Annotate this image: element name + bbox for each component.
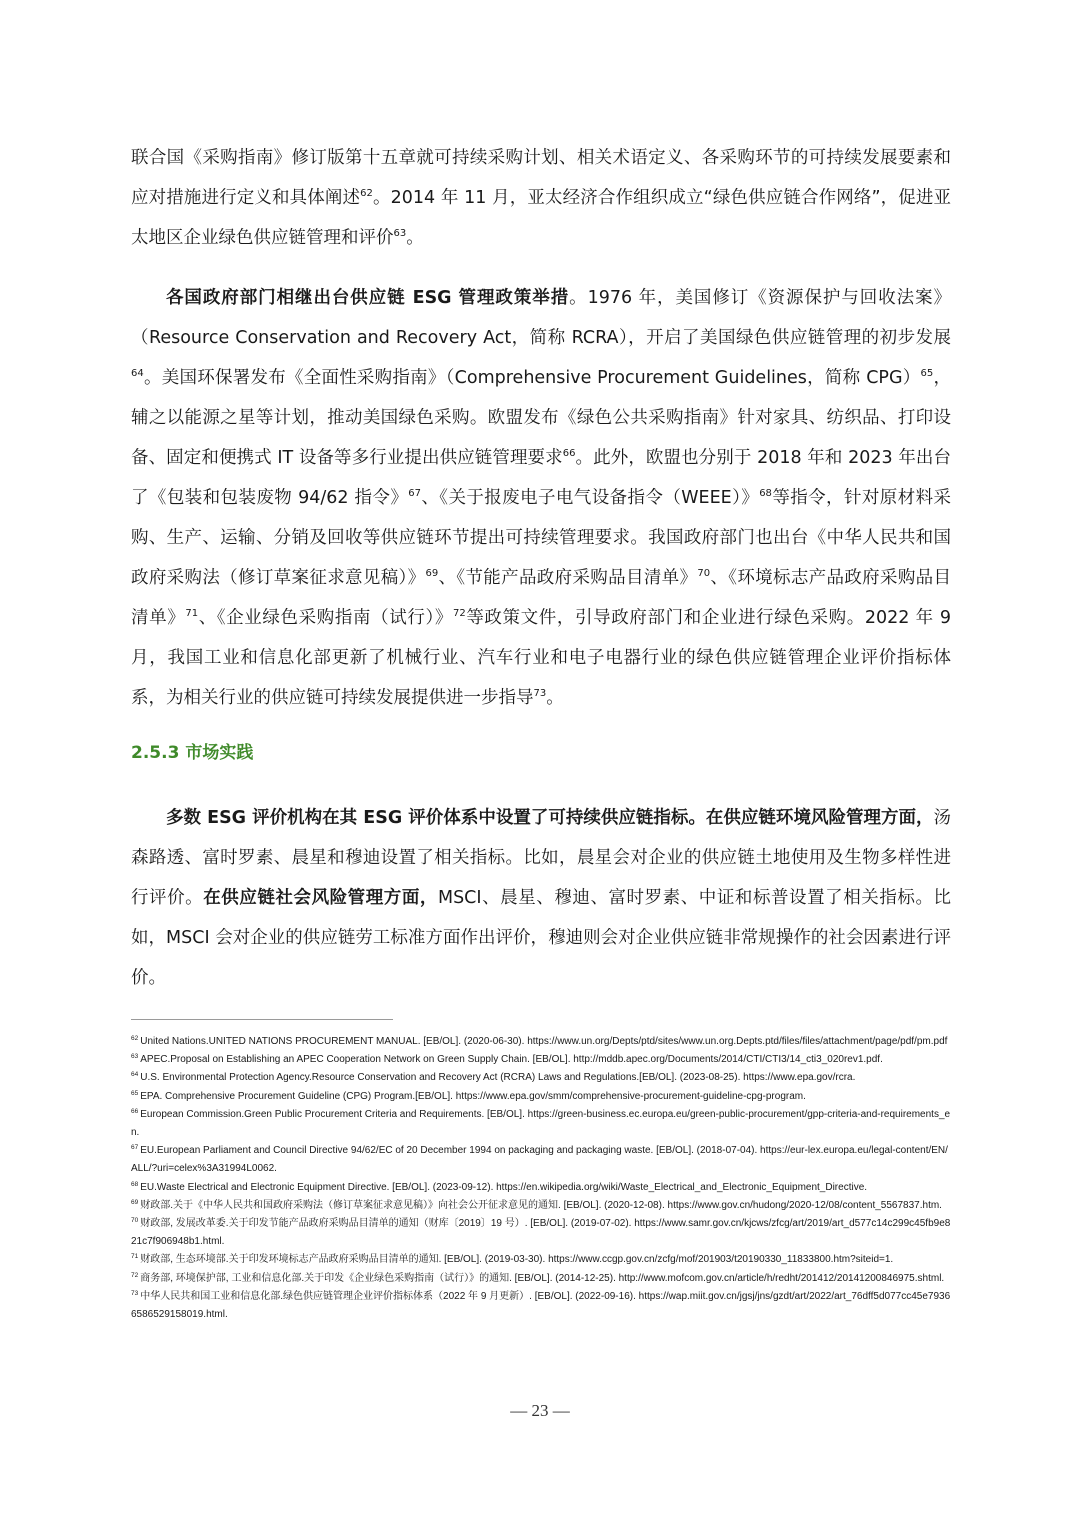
text-run: 。 — [546, 688, 564, 708]
footnote-number: 68 — [131, 1180, 139, 1188]
footnote-text: EPA. Comprehensive Procurement Guideline (CPG) Program.[EB/OL]. https://www.epa.gov/smm/comprehensive-procurement-guideline-cpg-program. — [140, 1090, 806, 1102]
footnote-text: 财政部.关于《中华人民共和国政府采购法（修订草案征求意见稿）》向社会公开征求意见的通知. [EB/OL]. (2020-12-08). https://www.gov.cn/hudong/2020-12/08/content_5567837.htm. — [140, 1199, 942, 1211]
footnote-text: 财政部, 生态环境部.关于印发环境标志产品政府采购品目清单的通知. [EB/OL]. (2019-03-30). https://www.ccgp.gov.cn/zcfg/mof/201903/t20190330_11833800.htm?siteid=1. — [140, 1254, 894, 1266]
footnote-ref: 73 — [533, 688, 547, 699]
paragraph-market — [131, 798, 951, 998]
footnote-ref: 70 — [697, 568, 711, 579]
text-run: 联合国《采购指南》修订版第十五章就可持续采购计划、相关术语定义、各采购环节的可持续发展要素和应对措施进行定义和具体阐述 — [131, 148, 951, 208]
footnote-item — [131, 1179, 951, 1197]
footnote-ref: 62 — [360, 188, 373, 199]
footnote-number: 73 — [131, 1289, 139, 1297]
footnote-item — [131, 1051, 951, 1069]
footnote-number: 66 — [131, 1107, 139, 1115]
footnote-item — [131, 1088, 951, 1106]
footnote-ref: 63 — [393, 228, 407, 239]
text-run: 、《环境标志产品政府采购品目清单》 — [131, 568, 952, 628]
footnote-ref: 65 — [920, 368, 934, 379]
footnote-item — [131, 1142, 951, 1178]
text-run: 等政策文件，引导政府部门和企业进行绿色采购。2022 年 9 月，我国工业和信息化部更新了机械行业、汽车行业和电子电器行业的绿色供应链管理企业评价指标体系，为相关行业的供应链可持续发展提供进一步指导 — [131, 608, 952, 708]
footnote-ref: 68 — [759, 488, 772, 499]
footnote-number: 62 — [131, 1035, 139, 1042]
footnote-ref: 67 — [408, 488, 421, 499]
footnote-ref: 71 — [185, 608, 199, 619]
footnote-number: 64 — [131, 1071, 139, 1079]
text-run: 。 — [406, 228, 424, 248]
footnote-number: 70 — [131, 1217, 139, 1225]
text-run: 。此外，欧盟也分别于 2018 年和 2023 年出台了《包装和包装废物 94/62 指令》 — [131, 448, 951, 508]
text-run: 等指令，针对原材料采购、生产、运输、分销及回收等供应链环节提出可持续管理要求。我国政府部门也出台《中华人民共和国政府采购法（修订草案征求意见稿）》 — [131, 488, 951, 588]
paragraph-3 — [131, 798, 951, 998]
footnote-divider — [131, 1019, 393, 1020]
paragraph-2 — [131, 278, 951, 718]
footnote-number: 72 — [131, 1271, 139, 1279]
text-run: 。1976 年，美国修订《资源保护与回收法案》（Resource Conservation and Recovery Act，简称 RCRA），开启了美国绿色供应链管理的初步发展 — [131, 288, 951, 348]
footnote-item — [131, 1251, 951, 1269]
bold-text: 在供应链社会风险管理方面， — [203, 888, 438, 908]
paragraph-1 — [131, 138, 951, 258]
footnote-item — [131, 1069, 951, 1087]
text-run: 汤森路透、富时罗素、晨星和穆迪设置了相关指标。比如，晨星会对企业的供应链土地使用及生物多样性进行评价。 — [131, 808, 951, 908]
footnote-number: 71 — [131, 1253, 139, 1261]
footnote-item — [131, 1106, 951, 1142]
footnote-text: EU.Waste Electrical and Electronic Equipment Directive. [EB/OL]. (2023-09-12). https://en.wikipedia.org/wiki/Waste_Electrical_and_Electronic_Equipment_Directive. — [140, 1181, 868, 1193]
footnote-text: European Commission.Green Public Procurement Criteria and Requirements. [EB/OL]. https://green-business.ec.europa.eu/green-public-procurement/gpp-criteria-and-requirements_en. — [131, 1108, 951, 1139]
footnote-text: United Nations.UNITED NATIONS PROCUREMENT MANUAL. [EB/OL]. (2020-06-30). https://www.un.org/Depts/ptd/sites/www.un.org.Depts.ptd/files/files/attachment/page/pdf/pm.pdf — [140, 1036, 948, 1047]
paragraph-policy — [131, 278, 951, 718]
footnote-text: APEC.Proposal on Establishing an APEC Cooperation Network on Green Supply Chain. [EB/OL]. http://mddb.apec.org/Documents/2014/CTI/CTI3/14_cti3_020rev1.pdf. — [140, 1054, 883, 1066]
footnote-item — [131, 1270, 951, 1288]
text-run: 。2014 年 11 月，亚太经济合作组织成立“绿色供应链合作网络”，促进亚太地区企业绿色供应链管理和评价 — [131, 188, 952, 248]
footnote-text: 商务部, 环境保护部, 工业和信息化部.关于印发《企业绿色采购指南（试行）》的通知. [EB/OL]. (2014-12-25). http://www.mofcom.gov.cn/article/h/redht/201412/20141200846975.shtml. — [140, 1272, 945, 1284]
footnote-number: 69 — [131, 1198, 139, 1206]
text-run: 、《节能产品政府采购品目清单》 — [438, 568, 698, 588]
footnote-ref: 72 — [452, 608, 466, 619]
footnote-ref: 64 — [131, 368, 144, 379]
page-number: — 23 — — [510, 1401, 570, 1420]
footnotes-list — [131, 1033, 951, 1324]
footnote-item — [131, 1215, 951, 1251]
text-run: MSCI、晨星、穆迪、富时罗素、中证和标普设置了相关指标。比如，MSCI 会对企业的供应链劳工标准方面作出评价，穆迪则会对企业供应链非常规操作的社会因素进行评价。 — [131, 888, 952, 988]
text-run: 、《企业绿色采购指南（试行）》 — [198, 608, 453, 628]
footnote-text: 中华人民共和国工业和信息化部.绿色供应链管理企业评价指标体系（2022 年 9 月更新）. [EB/OL]. (2022-09-16). https://wap.miit.gov.cn/jgsj/jns/gzdt/art/2022/art_76dff5d077cc45e79366586529158019.html. — [131, 1290, 951, 1321]
bold-text: 各国政府部门相继出台供应链 ESG 管理政策举措 — [166, 288, 570, 308]
section-heading: 2.5.3 市场实践 — [131, 743, 254, 763]
footnote-item — [131, 1288, 951, 1324]
footnote-ref: 66 — [562, 448, 576, 459]
paragraph-intro — [131, 138, 951, 258]
text-run: 。美国环保署发布《全面性采购指南》（Comprehensive Procurement Guidelines，简称 CPG） — [143, 368, 921, 388]
text-run: ，辅之以能源之星等计划，推动美国绿色采购。欧盟发布《绿色公共采购指南》针对家具、纺织品、打印设备、固定和便携式 IT 设备等多行业提出供应链管理要求 — [131, 368, 952, 468]
footnote-text: EU.European Parliament and Council Directive 94/62/EC of 20 December 1994 on packaging and packaging waste. [EB/OL]. (2018-07-04). https://eur-lex.europa.eu/legal-content/EN/ALL/?uri=celex%3A31994L0062. — [131, 1145, 948, 1175]
footnote-number: 67 — [131, 1144, 139, 1152]
footnote-text: U.S. Environmental Protection Agency.Resource Conservation and Recovery Act (RCRA) Laws and Regulations.[EB/OL]. (2023-08-25). https://www.epa.gov/rcra. — [140, 1072, 856, 1084]
footnote-item — [131, 1033, 951, 1051]
footnote-ref: 69 — [425, 568, 439, 579]
footnote-item — [131, 1197, 951, 1215]
footnote-text: 财政部, 发展改革委.关于印发节能产品政府采购品目清单的通知（财库〔2019〕19 号）. [EB/OL]. (2019-07-02). https://www.samr.gov.cn/kjcws/zfcg/art/2019/art_d577c14c299c45fb9e821c7f906948b1.html. — [131, 1218, 951, 1248]
bold-text: 多数 ESG 评价机构在其 ESG 评价体系中设置了可持续供应链指标。在供应链环境风险管理方面， — [166, 808, 934, 828]
footnote-number: 65 — [131, 1089, 139, 1097]
footnote-number: 63 — [131, 1053, 139, 1061]
text-run: 、《关于报废电子电气设备指令（WEEE）》 — [420, 488, 760, 508]
